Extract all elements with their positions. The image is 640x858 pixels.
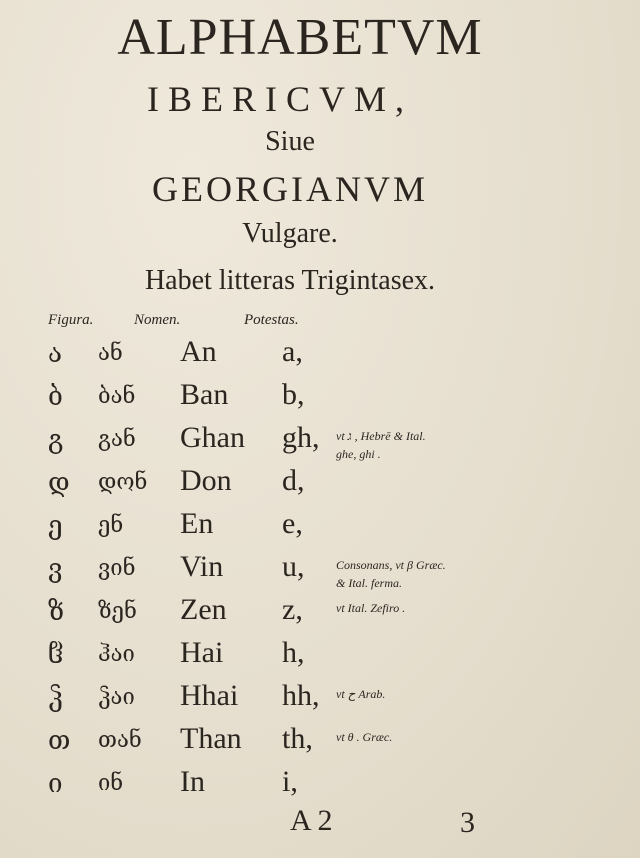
letter-note: vt θ . Græc. (336, 730, 393, 744)
letter-figura: ზ (48, 597, 65, 627)
letter-latin-name: Hai (180, 636, 224, 669)
letter-nomen: ჰაი (98, 642, 135, 667)
letter-potestas: h, (282, 636, 305, 669)
letter-latin-name: Vin (180, 550, 224, 583)
letter-nomen: ენ (98, 513, 124, 538)
letter-figura: თ (48, 726, 71, 756)
letter-figura: ვ (48, 554, 63, 584)
signature-mark: A 2 (290, 804, 333, 837)
letter-note: Consonans, vt β Græc. & Ital. ferma. (336, 558, 446, 590)
letter-figura: ე (48, 511, 63, 541)
letter-latin-name: An (180, 335, 217, 368)
table-row (0, 464, 640, 508)
table-row (0, 378, 640, 422)
letter-potestas: d, (282, 464, 305, 497)
subtitle-habet: Habet litteras Trigintasex. (144, 265, 436, 296)
letter-nomen: დონ (98, 470, 148, 495)
table-row (0, 593, 640, 637)
letter-nomen: ინ (98, 771, 124, 796)
letter-nomen: ბან (98, 384, 136, 409)
table-row (0, 636, 640, 680)
letter-nomen: ან (98, 341, 123, 366)
page-number: 3 (460, 806, 475, 839)
letter-potestas: z, (282, 593, 303, 626)
letter-nomen: გან (98, 427, 136, 452)
letter-note: vt ג , Hebrē & Ital. ghe, ghi . (336, 429, 426, 461)
letter-note: vt ح Arab. (336, 687, 386, 701)
letter-potestas: i, (282, 765, 298, 798)
table-row (0, 550, 640, 594)
letter-potestas: b, (282, 378, 305, 411)
letter-latin-name: Don (180, 464, 232, 497)
subtitle-ibericum: IBERICVM, (146, 79, 413, 119)
letter-latin-name: Zen (180, 593, 227, 626)
table-row (0, 765, 640, 809)
letter-latin-name: Ghan (180, 421, 245, 454)
letter-potestas: th, (282, 722, 313, 755)
page-title: ALPHABETVM (117, 9, 483, 66)
table-row (0, 507, 640, 551)
table-row (0, 679, 640, 723)
column-header-figura: Figura. (48, 312, 94, 328)
letter-nomen: ვინ (98, 556, 136, 581)
letter-latin-name: En (180, 507, 214, 540)
subtitle-georgianum: GEORGIANVM (152, 169, 428, 209)
letter-figura: ჱ (48, 640, 64, 670)
letter-figura: ა (48, 339, 63, 369)
letter-potestas: gh, (282, 421, 320, 454)
letter-nomen: ჴაი (98, 685, 135, 710)
letter-figura: ი (48, 769, 63, 799)
subtitle-vulgare: Vulgare. (242, 218, 338, 249)
letter-nomen: ზენ (98, 599, 137, 624)
letter-latin-name: Ban (180, 378, 229, 411)
letter-latin-name: In (180, 765, 205, 798)
letter-latin-name: Hhai (180, 679, 239, 712)
letter-potestas: a, (282, 335, 303, 368)
letter-note: vt Ital. Zefiro . (336, 601, 406, 615)
table-row (0, 335, 640, 379)
letter-potestas: hh, (282, 679, 320, 712)
letter-nomen: თან (98, 728, 142, 753)
subtitle-siue: Siue (265, 126, 315, 157)
letter-figura: ბ (48, 382, 63, 412)
letter-latin-name: Than (180, 722, 242, 755)
table-row (0, 722, 640, 766)
column-header-potestas: Potestas. (244, 312, 299, 328)
table-row (0, 421, 640, 465)
letter-potestas: u, (282, 550, 305, 583)
letter-figura: გ (48, 425, 64, 455)
letter-figura: ჴ (48, 683, 63, 713)
letter-potestas: e, (282, 507, 303, 540)
column-header-nomen: Nomen. (134, 312, 181, 328)
letter-figura: დ (48, 468, 70, 498)
